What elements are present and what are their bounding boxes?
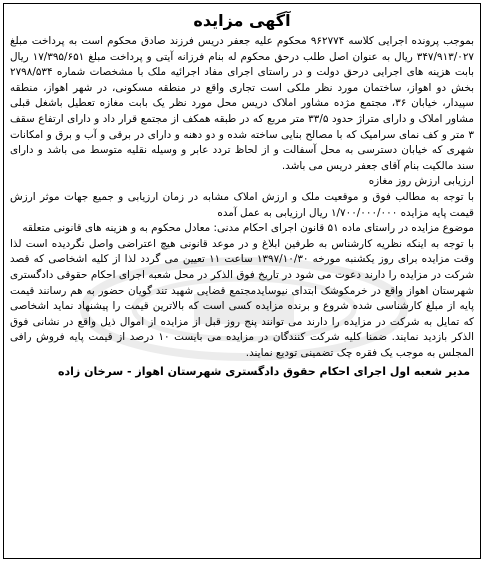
paragraph-valuation-heading: ارزیابی ارزش روز مغازه	[368, 175, 474, 188]
auction-notice	[3, 3, 481, 559]
paragraph-base-price: با توجه به مطالب فوق و موقعیت ملک و ارزش املاک مشابه در زمان ارزیابی و جمیع جهات موثر ارزش قیمت پایه مزایده ۱/۷۰۰/۰۰۰/۰۰۰ ریال ارزیابی به عمل آمده	[10, 190, 474, 219]
signature-line: مدیر شعبه اول اجرای احکام حقوق دادگستری شهرستان اهواز - سرخان زاده	[58, 365, 470, 379]
notice-title: آگهی مزایده	[193, 11, 291, 30]
paragraph-auction-subject: موضوع مزایده در راستای ماده ۵۱ قانون اجرای احکام مدنی: معادل محکوم به و هزینه های قانونی متعلقه	[22, 222, 474, 235]
notice-body	[4, 34, 480, 380]
paragraph-property-description: بموجب پرونده اجرایی کلاسه ۹۶۲۷۷۴ محکوم علیه جعفر دریس فرزند صادق محکوم است به پرداخت مبلغ ۳۴۷/۹۱۳/۰۲۷ ریال به عنوان اصل طلب درحق محکوم له بنام فرزانه آیتی و پرداخت مبلغ ۱۷/۳۹۵/۶۵۱ ریال بابت هزینه های اجرایی درحق دولت و در راستای اجرای مفاد اجرائیه ملک با مشخصات شماره ۲۷۹۸/۵۳۴ بخش دو اهواز، ساختمان مورد نظر ملکی است تجاری واقع در منطقه مسکونی، در شهر اهواز، منطقه سپیدار، خیابان ۳۶، مجتمع مژده مشاور املاک دریس محل مورد نظر یک بابت مغازه تعطیل باشغل قبلی مشاور املاک و دارای متراژ حدود ۳۳/۵ متر مربع که در طبقه همکف از مجتمع قرار داد و دارای ارتفاع سقف ۳ متر و کف نمای سرامیک که با مصالح بنایی ساخته شده و دو دهنه و دارای در برقی و آب و برق و امکانات شهری که خیابان دسترسی به محل آسفالت و از لحاظ تردد عابر و وسیله نقلیه متوسط می باشد و دارای سند مالکیت بنام آقای جعفر دریس می باشد.	[10, 35, 474, 172]
paragraph-auction-details: با توجه به اینکه نظریه کارشناس به طرفین ابلاغ و در موعد قانونی هیچ اعتراضی واصل نگردیده است لذا وقت مزایده برای روز یکشنبه مورخه ۱۳۹۷/۱۰/۳۰ ساعت ۱۱ تعیین می گردد لذا از کلیه اشخاصی که قصد شرکت در مزایده را دارند دعوت می شود در تاریخ فوق الذکر در محل شعبه اجرای احکام حقوقی دادگستری شهرستان اهواز واقع در خرمکوشک ابتدای نیوسایدمجتمع قضایی شهید تند گویان حضور به هم رسانند قیمت پایه از مبلغ کارشناسی شده شروع و برنده مزایده کسی است که بالاترین قیمت را پیشنهاد نماید اشخاصی که تمایل به شرکت در مزایده را دارند می توانند پنج روز قبل از مزایده از اموال ذیل واقع در نشانی فوق الذکر بازدید نمایند. ضمنا کلیه شرکت کنندگان در مزایده می بایست ۱۰ درصد از قیمت پایه فروش رافی المجلس به موجب یک فقره چک تضمینی تودیع نمایند.	[10, 237, 474, 359]
